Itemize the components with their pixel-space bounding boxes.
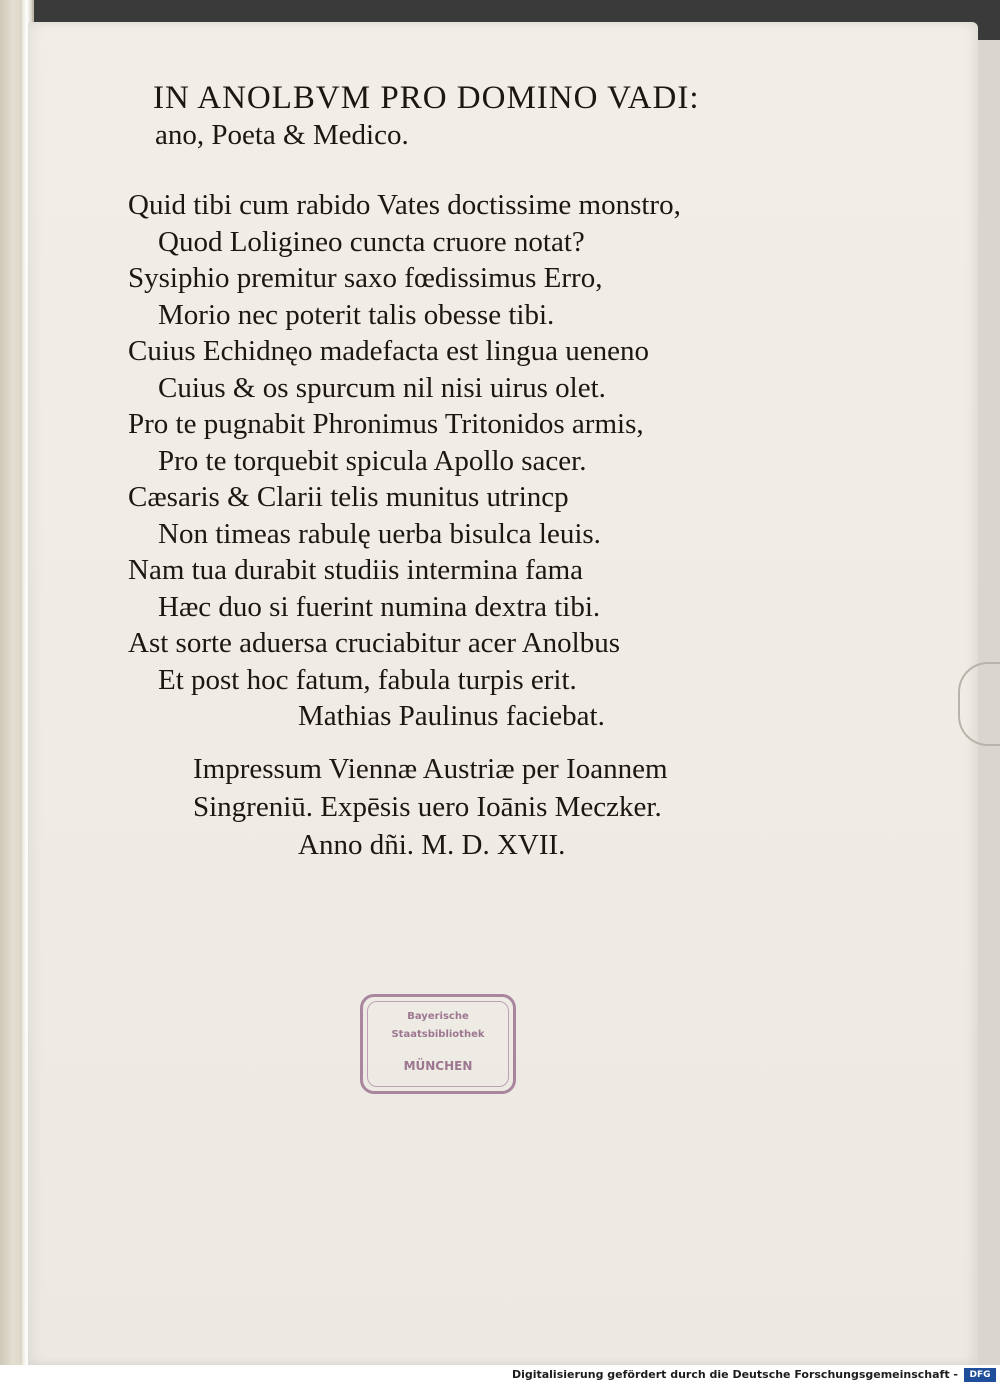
poem-line: Non timeas rabulę uerba bisulca leuis. [158, 517, 601, 550]
stamp-line-2: Staatsbibliothek [391, 1029, 485, 1040]
colophon [193, 750, 753, 864]
poem-line: Sysiphio premitur saxo fœdissimus Erro, [128, 262, 603, 294]
poem-line: Et post hoc fatum, fabula turpis erit. [158, 663, 577, 696]
poem-line: Quid tibi cum rabido Vates doctissime monstro, [128, 189, 681, 221]
poem-line: Ast sorte aduersa cruciabitur acer Anolbus [128, 627, 621, 659]
poem-body [128, 187, 748, 735]
poem-line: Cæsaris & Clarii telis munitus utrincp [128, 481, 569, 513]
poem-line: Morio nec poterit talis obesse tibi. [158, 298, 555, 331]
funding-notice: Digitalisierung gefördert durch die Deutsche Forschungsgemeinschaft - [511, 1368, 958, 1381]
poem-line: Pro te pugnabit Phronimus Tritonidos armis, [128, 408, 644, 440]
poem-line: Quod Loligineo cuncta cruore notat? [158, 225, 585, 258]
poem-heading [153, 78, 753, 152]
heading-line-2: ano, Poeta & Medico. [155, 119, 409, 151]
poem-signature: Mathias Paulinus faciebat. [298, 700, 605, 732]
footer-bar [0, 1365, 1000, 1385]
stamp-line-3: MÜNCHEN [403, 1059, 473, 1073]
poem-line: Hæc duo si fuerint numina dextra tibi. [158, 590, 601, 623]
colophon-line-1: Impressum Viennæ Austriæ per Ioannem [193, 753, 668, 785]
dfg-logo: DFG [964, 1368, 996, 1382]
book-page [28, 22, 978, 1365]
stamp-line-1: Bayerische [407, 1011, 469, 1022]
poem-line: Cuius & os spurcum nil nisi uirus olet. [158, 371, 606, 404]
colophon-line-3: Anno dñi. M. D. XVII. [298, 829, 566, 861]
poem-line: Nam tua durabit studiis intermina fama [128, 554, 584, 586]
poem-line: Cuius Echidnęo madefacta est lingua ueneno [128, 335, 650, 367]
page-text [28, 22, 978, 1365]
library-stamp [360, 994, 516, 1094]
heading-line-1: IN ANOLBVM PRO DOMINO VADI: [153, 80, 700, 116]
poem-line: Pro te torquebit spicula Apollo sacer. [158, 444, 587, 477]
colophon-line-2: Singreniū. Expēsis uero Ioānis Meczker. [193, 791, 662, 823]
